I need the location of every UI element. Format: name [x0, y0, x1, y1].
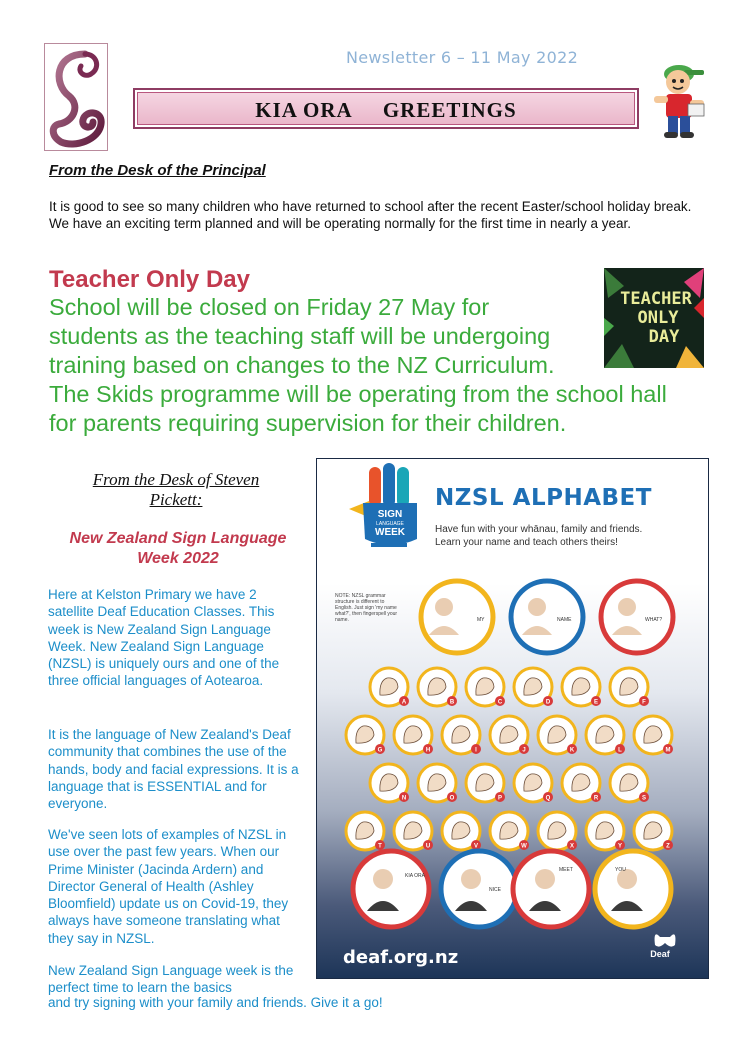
teacher-only-day-image — [604, 268, 704, 368]
signer-head-icon — [528, 598, 546, 616]
signer-head-icon — [461, 869, 481, 889]
sign-language-week-logo-icon — [349, 463, 417, 547]
top-sign-label: WHAT? — [645, 617, 663, 623]
teacher-only-day-line: students as the teaching staff will be undergoing — [49, 323, 551, 349]
letter-label: O — [449, 795, 455, 802]
logo-word: LANGUAGE — [376, 521, 404, 527]
banner-title: KIA ORA GREETINGS — [255, 98, 517, 122]
letter-label: R — [593, 795, 599, 802]
letter-label: A — [401, 699, 407, 706]
letter-sign-t — [346, 812, 385, 850]
letter-label: Q — [545, 795, 551, 802]
letter-label: N — [401, 795, 407, 802]
poster-subtitle — [435, 523, 642, 549]
letter-label: Y — [617, 843, 623, 850]
signer-head-icon — [373, 869, 393, 889]
poster-subtitle-line: Have fun with your whānau, family and friends. — [435, 524, 643, 535]
letter-sign-a — [370, 668, 409, 706]
nzsl-paragraph: Here at Kelston Primary we have 2 satellite Deaf Education Classes. This week is New Zealand Sign Language Week. New Zealand Sign Language (NZSL) is uniquely ours and one of the three official languages of Aotearoa. — [48, 587, 280, 689]
letter-label: I — [475, 747, 477, 754]
nzsl-week-heading — [46, 529, 310, 569]
nzsl-alphabet-poster — [316, 458, 709, 979]
letter-sign-y — [586, 812, 625, 850]
badge-word: ONLY — [637, 308, 679, 328]
letter-label: T — [378, 843, 382, 850]
letter-label: L — [618, 747, 622, 754]
letter-label: X — [569, 843, 575, 850]
newsletter-date: Newsletter 6 – 11 May 2022 — [346, 48, 579, 67]
letter-label: V — [473, 843, 479, 850]
letter-sign-j — [490, 716, 529, 754]
letter-label: Z — [666, 843, 670, 850]
letter-sign-g — [346, 716, 385, 754]
mascot-illustration — [648, 60, 710, 142]
letter-label: U — [425, 843, 431, 850]
deaf-aotearoa-logo-icon — [655, 934, 676, 946]
bottom-sign-label: KIA ORA — [405, 873, 426, 879]
teacher-only-day-line: School will be closed on Friday 27 May for — [49, 294, 490, 320]
deaf-logo-text: Deaf — [650, 949, 670, 959]
letter-sign-r — [562, 764, 601, 802]
letter-sign-o — [418, 764, 457, 802]
letter-sign-f — [610, 668, 649, 706]
bottom-sign-row — [353, 851, 671, 927]
letter-sign-q — [514, 764, 553, 802]
nzsl-heading-line: Week 2022 — [137, 550, 219, 567]
letter-sign-b — [418, 668, 457, 706]
bottom-sign-label: NICE — [489, 887, 501, 893]
letter-sign-h — [394, 716, 433, 754]
teacher-only-day-line: The Skids programme will be operating from the school hall — [49, 381, 667, 407]
letter-label: P — [497, 795, 503, 802]
mascot-icon — [648, 60, 710, 142]
steven-pickett-heading — [46, 470, 306, 510]
bottom-sign-label: YOU — [615, 867, 626, 873]
poster-website: deaf.org.nz — [343, 947, 459, 968]
steven-heading-line: From the Desk of Steven — [92, 470, 260, 489]
nzsl-paragraph: It is the language of New Zealand's Deaf community that combines the use of the hands, body and facial expressions. It is a language that is ESSENTIAL and for everyone. — [48, 727, 299, 812]
logo-word: WEEK — [375, 527, 405, 538]
top-sign-row — [421, 581, 673, 653]
letter-sign-d — [514, 668, 553, 706]
letter-sign-p — [466, 764, 505, 802]
bottom-sign-label: MEET — [559, 867, 573, 873]
school-logo — [44, 43, 108, 151]
letter-sign-u — [394, 812, 433, 850]
letter-label: M — [665, 747, 671, 754]
signer-head-icon — [535, 869, 555, 889]
letter-label: H — [425, 747, 431, 754]
teacher-only-day-line: for parents requiring supervision for their children. — [49, 410, 567, 436]
top-sign-label: MY — [477, 617, 485, 623]
letter-sign-m — [634, 716, 673, 754]
steven-heading-line: Pickett: — [149, 490, 203, 509]
principal-message: It is good to see so many children who have returned to school after the recent Easter/school holiday break. We have an exciting term planned and will be operating normally for the first time in nearly a year. — [49, 199, 692, 231]
letter-label: B — [449, 699, 455, 706]
letter-sign-s — [610, 764, 649, 802]
letter-label: G — [377, 747, 383, 754]
badge-word: TEACHER — [620, 289, 692, 309]
poster-subtitle-line: Learn your name and teach others theirs! — [435, 537, 618, 548]
nzsl-closing-line: and try signing with your family and friends. Give it a go! — [48, 995, 383, 1010]
letter-label: W — [521, 843, 527, 850]
letter-label: C — [497, 699, 503, 706]
letter-sign-x — [538, 812, 577, 850]
letter-sign-i — [442, 716, 481, 754]
letter-sign-w — [490, 812, 529, 850]
top-sign-label: NAME — [557, 617, 572, 623]
koru-logo-icon — [45, 44, 109, 152]
signer-head-icon — [618, 598, 636, 616]
poster-title: NZSL ALPHABET — [435, 485, 652, 511]
letter-label: E — [593, 699, 599, 706]
nzsl-heading-line: New Zealand Sign Language — [69, 530, 287, 547]
principal-heading: From the Desk of the Principal — [49, 162, 266, 179]
letter-sign-k — [538, 716, 577, 754]
letter-sign-e — [562, 668, 601, 706]
alphabet-grid — [346, 668, 673, 850]
poster-grammar-note: NOTE: NZSL grammar structure is different to English. Just sign 'my name what?', then fingerspell your name. — [335, 593, 398, 623]
letter-sign-c — [466, 668, 505, 706]
nzsl-paragraph: We've seen lots of examples of NZSL in use over the past few years. When our Prime Minister (Jacinda Ardern) and Director General of Health (Ashley Bloomfield) update us on Covid-19, they always have someone translating what they say in NZSL. — [48, 827, 289, 946]
letter-label: J — [522, 747, 526, 754]
letter-label: K — [569, 747, 575, 754]
teacher-only-day-heading: Teacher Only Day — [49, 266, 250, 293]
teacher-only-day-line: training based on changes to the NZ Curriculum. — [49, 352, 555, 378]
letter-label: D — [545, 699, 551, 706]
letter-label: F — [642, 699, 646, 706]
letter-sign-z — [634, 812, 673, 850]
letter-sign-l — [586, 716, 625, 754]
nzsl-paragraph: New Zealand Sign Language week is the perfect time to learn the basics — [48, 963, 294, 996]
greeting-banner — [133, 88, 639, 129]
signer-head-icon — [435, 598, 453, 616]
letter-label: S — [641, 795, 647, 802]
letter-sign-v — [442, 812, 481, 850]
teacher-only-day-badge — [604, 268, 704, 368]
letter-sign-n — [370, 764, 409, 802]
logo-word: SIGN — [377, 509, 403, 520]
badge-word: DAY — [648, 327, 680, 347]
